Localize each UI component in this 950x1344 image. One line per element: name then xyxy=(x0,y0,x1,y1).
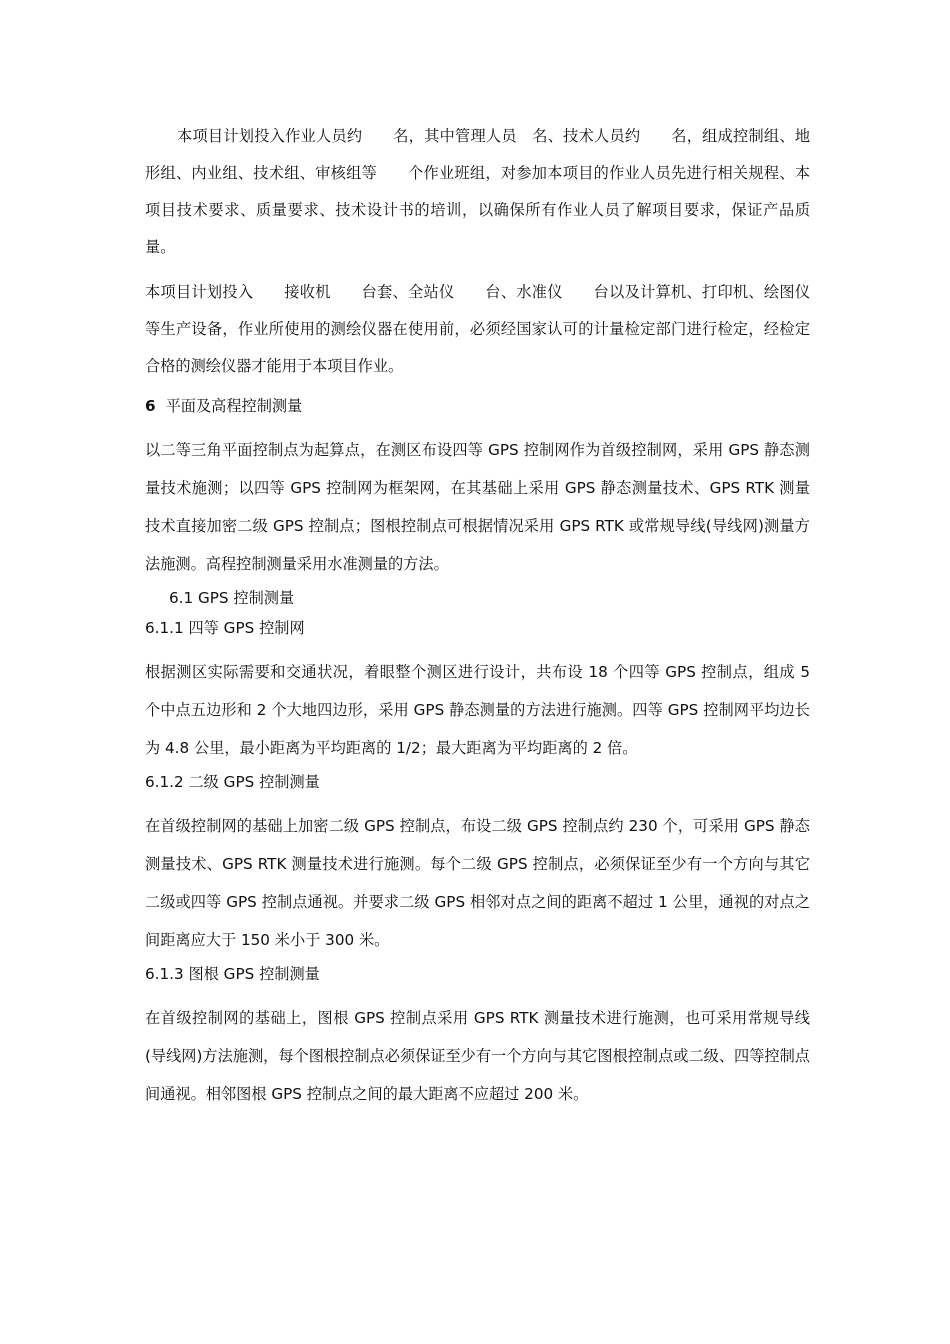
paragraph-6-1-1: 根据测区实际需要和交通状况，着眼整个测区进行设计，共布设 18 个四等 GPS 控制点，组成 5 个中点五边形和 2 个大地四边形，采用 GPS 静态测量的方法进行施测。四等 GPS 控制网平均边长为 4.8 公里，最小距离为平均距离的 1/2；最大距离为平均距离的 2 倍。 xyxy=(145,663,810,757)
paragraph-equipment: 本项目计划投入 接收机 台套、全站仪 台、水准仪 台以及计算机、打印机、绘图仪等生产设备，作业所使用的测绘仪器在使用前，必须经国家认可的计量检定部门进行检定，经检定合格的测绘仪器才能用于本项目作业。 xyxy=(145,283,810,375)
paragraph-6-1-2: 在首级控制网的基础上加密二级 GPS 控制点，布设二级 GPS 控制点约 230 个，可采用 GPS 静态测量技术、GPS RTK 测量技术进行施测。每个二级 GPS 控制点，必须保证至少有一个方向与其它二级或四等 GPS 控制点通视。并要求二级 GPS 相邻对点之间的距离不超过 1 公里，通视的对点之间距离应大于 150 米小于 300 米。 xyxy=(145,817,810,949)
section-title: 平面及高程控制测量 xyxy=(165,397,303,415)
section-number: 6 xyxy=(145,397,156,415)
document-page xyxy=(145,118,810,1113)
section-heading-6 xyxy=(145,391,810,421)
paragraph-control-intro: 以二等三角平面控制点为起算点，在测区布设四等 GPS 控制网作为首级控制网，采用 GPS 静态测量技术施测；以四等 GPS 控制网为框架网，在其基础上采用 GPS 静态测量技术、GPS RTK 测量技术直接加密二级 GPS 控制点；图根控制点可根据情况采用 GPS RTK 或常规导线(导线网)测量方法施测。高程控制测量采用水准测量的方法。 xyxy=(145,441,810,573)
paragraph-personnel: 本项目计划投入作业人员约 名，其中管理人员 名、技术人员约 名，组成控制组、地形组、内业组、技术组、审核组等 个作业班组，对参加本项目的作业人员先进行相关规程、本项目技术要求、质量要求、技术设计书的培训，以确保所有作业人员了解项目要求，保证产品质量。 xyxy=(145,127,810,256)
paragraph-6-1-3: 在首级控制网的基础上，图根 GPS 控制点采用 GPS RTK 测量技术进行施测，也可采用常规导线(导线网)方法施测，每个图根控制点必须保证至少有一个方向与其它图根控制点或二级、四等控制点间通视。相邻图根 GPS 控制点之间的最大距离不应超过 200 米。 xyxy=(145,1009,810,1103)
section-heading-6-1: 6.1 GPS 控制测量 xyxy=(169,589,295,607)
section-heading-6-1-3: 6.1.3 图根 GPS 控制测量 xyxy=(145,965,320,983)
section-heading-6-1-2: 6.1.2 二级 GPS 控制测量 xyxy=(145,773,320,791)
section-heading-6-1-1: 6.1.1 四等 GPS 控制网 xyxy=(145,619,305,637)
